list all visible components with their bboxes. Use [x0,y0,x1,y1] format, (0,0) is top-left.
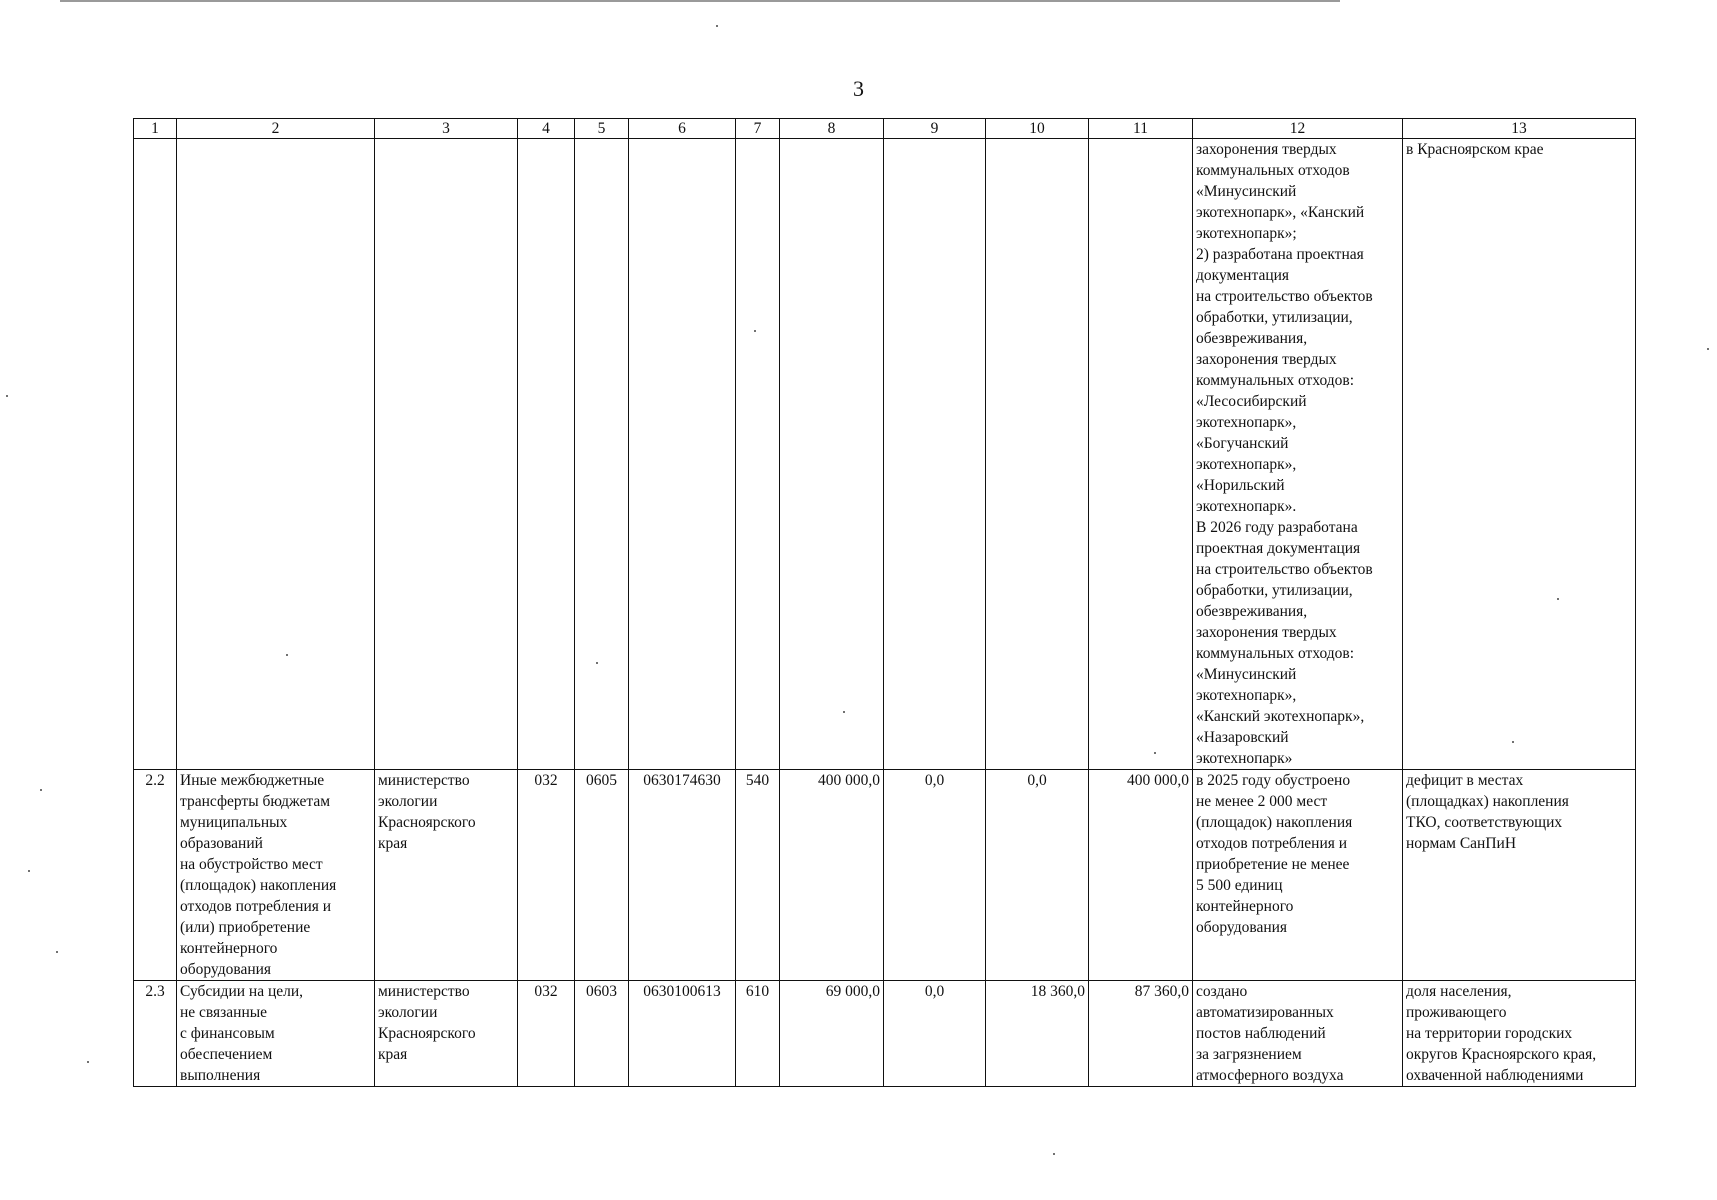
scan-speck [40,789,42,791]
cell-event-name: Иные межбюджетные трансферты бюджетам муниципальных образований на обустройство мест (площадок) накопления отходов потребления и (или) приобретение контейнерного оборудования [177,770,375,981]
table-row [134,770,1636,981]
column-number: 9 [884,119,986,139]
column-number: 3 [375,119,518,139]
scan-speck [1707,348,1709,350]
cell-expected-result: в 2025 году обустроено не менее 2 000 мест (площадок) накопления отходов потребления и приобретение не менее 5 500 единиц контейнерного оборудования [1193,770,1403,981]
column-number: 11 [1089,119,1193,139]
cell-amount: 18 360,0 [986,981,1089,1087]
cell-amount [986,139,1089,770]
column-number: 4 [518,119,575,139]
column-number: 5 [575,119,629,139]
cell-code-vr: 610 [736,981,780,1087]
cell-total [1089,139,1193,770]
cell-code-rzpr [575,139,629,770]
cell-amount [780,139,884,770]
scan-speck [6,395,8,397]
cell-amount [884,139,986,770]
cell-event-name [177,139,375,770]
cell-note: в Красноярском крае [1403,139,1636,770]
column-number: 13 [1403,119,1636,139]
cell-expected-result: захоронения твердых коммунальных отходов «Минусинский экотехнопарк», «Канский экотехнопарк»; 2) разработана проектная документация на строительство объектов обработки, утилизации, обезвреживания, захоронения твердых коммунальных отходов: «Лесосибирский экотехнопарк», «Богучанский экотехнопарк», «Норильский экотехнопарк». В 2026 году разработана проектная документация на строительство объектов обработки, утилизации, обезвреживания, захоронения твердых коммунальных отходов: «Минусинский экотехнопарк», «Канский экотехнопарк», «Назаровский экотехнопарк» [1193,139,1403,770]
cell-event-name: Субсидии на цели, не связанные с финансовым обеспечением выполнения [177,981,375,1087]
cell-amount: 400 000,0 [780,770,884,981]
page-number: 3 [853,76,864,101]
column-number: 8 [780,119,884,139]
scan-top-rule [60,0,1340,2]
cell-code-grbs [518,139,575,770]
cell-total: 400 000,0 [1089,770,1193,981]
cell-expected-result: создано автоматизированных постов наблюдений за загрязнением атмосферного воздуха [1193,981,1403,1087]
cell-amount: 0,0 [884,770,986,981]
cell-executor: министерство экологии Красноярского края [375,981,518,1087]
cell-row-number: 2.3 [134,981,177,1087]
column-number: 7 [736,119,780,139]
scan-speck [56,951,58,953]
column-number: 10 [986,119,1089,139]
table-row [134,139,1636,770]
cell-code-vr [736,139,780,770]
scan-speck [87,1061,89,1063]
scan-speck [716,25,718,27]
column-number: 6 [629,119,736,139]
cell-code-csr [629,139,736,770]
cell-code-csr: 0630100613 [629,981,736,1087]
column-number-row [134,119,1636,139]
cell-code-rzpr: 0605 [575,770,629,981]
cell-note: доля населения, проживающего на территории городских округов Красноярского края, охваченной наблюдениями [1403,981,1636,1087]
cell-row-number [134,139,177,770]
cell-amount: 0,0 [986,770,1089,981]
cell-code-grbs: 032 [518,981,575,1087]
column-number: 12 [1193,119,1403,139]
cell-note: дефицит в местах (площадках) накопления ТКО, соответствующих нормам СанПиН [1403,770,1636,981]
cell-code-rzpr: 0603 [575,981,629,1087]
scan-speck [28,870,30,872]
cell-executor [375,139,518,770]
scan-speck [1053,1153,1055,1155]
cell-executor: министерство экологии Красноярского края [375,770,518,981]
cell-total: 87 360,0 [1089,981,1193,1087]
cell-code-csr: 0630174630 [629,770,736,981]
cell-row-number: 2.2 [134,770,177,981]
cell-code-grbs: 032 [518,770,575,981]
budget-table [133,118,1636,1087]
column-number: 2 [177,119,375,139]
cell-amount: 69 000,0 [780,981,884,1087]
cell-code-vr: 540 [736,770,780,981]
column-number: 1 [134,119,177,139]
table-row [134,981,1636,1087]
cell-amount: 0,0 [884,981,986,1087]
